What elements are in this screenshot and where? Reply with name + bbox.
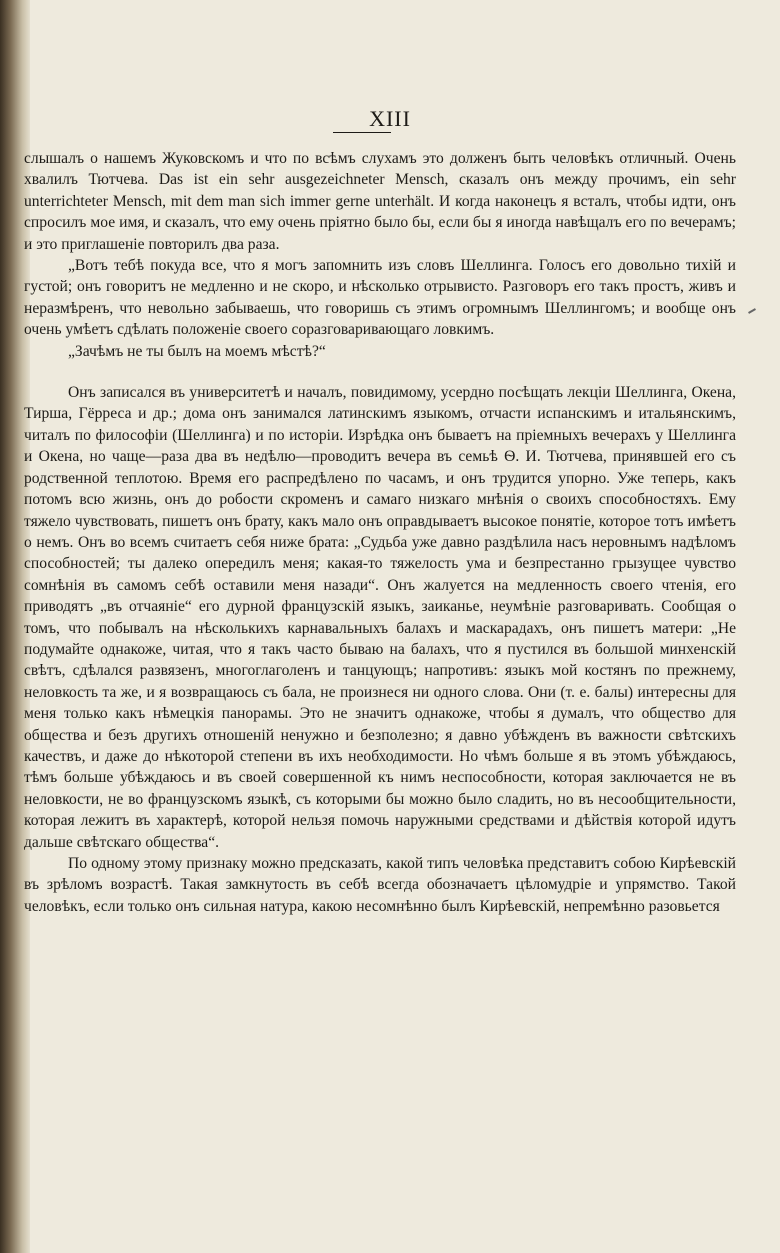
paragraph-1: слышалъ о нашемъ Жуковскомъ и что по всѣмъ слухамъ это долженъ быть человѣкъ отличный. Очень хвалилъ Тютчева. Das ist ein sehr ausgezeichneter Mensch, сказалъ онъ между прочимъ, ein sehr unterrichteter Mensch, mit dem man sich immer gerne unterhält. И когда наконецъ я всталъ, чтобы идти, онъ спросилъ мое имя, и сказалъ, что ему очень пріятно было бы, если бы я иногда навѣщалъ его по вечерамъ; и это приглашеніе повторилъ два раза. xyxy=(24,150,736,253)
paragraph-4: Онъ записался въ университетѣ и началъ, повидимому, усердно посѣщать лекціи Шеллинга, Окена, Тирша, Гёрреса и др.; дома онъ занимался латинскимъ языкомъ, отчасти испанскимъ и итальянскимъ, читалъ по философіи (Шеллинга) и по исторіи. Изрѣдка онъ бываетъ на пріемныхъ вечерахъ у Шеллинга и Окена, но чаще—раза два въ недѣлю—проводитъ вечера въ семьѣ Ѳ. И. Тютчева, принявшей его съ родственной теплотою. Время его распредѣлено по часамъ, и онъ трудится упорно. Уже теперь, какъ потомъ всю жизнь, онъ до робости скроменъ и самаго низкаго мнѣнія о своихъ способностяхъ. Ему тяжело чувствовать, пишетъ онъ брату, какъ мало онъ оправдываетъ высокое понятіе, которое тотъ имѣетъ о немъ. Онъ во всемъ считаетъ себя ниже брата: „Судьба уже давно раздѣлила насъ неровнымъ надѣломъ способностей; ты далеко опередилъ меня; какая-то тяжелость ума и безпрестанно грызущее чувство сомнѣнія въ самомъ себѣ оставили меня назади“. Онъ жалуется на медленность своего чтенія, его приводятъ „въ отчаяніе“ его дурной французскій языкъ, заиканье, неумѣніе разговаривать. Сообщая о томъ, что побывалъ на нѣсколькихъ карнавальныхъ балахъ и маскарадахъ, онъ пишетъ матери: „Не подумайте однакоже, читая, что я такъ часто бываю на балахъ, что я пустился въ большой минхенскій свѣтъ, сдѣлался развязенъ, многоглаголенъ и танцующъ; напротивъ: языкъ мой костянъ по прежнему, неловкость та же, и я возвращаюсь съ бала, не произнеся ни одного слова. Они (т. е. балы) интересны для меня только какъ нѣмецкія панорамы. Это не значитъ однакоже, чтобы я думалъ, что общество для общества и безъ другихъ отношеній ненужно и безполезно; я давно убѣжденъ въ важности свѣтскихъ качествъ, и даже до нѣкоторой степени въ ихъ необходимости. Но чѣмъ больше я въ этомъ убѣждаюсь, тѣмъ больше убѣждаюсь и въ своей совершенной къ нимъ неспособности, которая заключается не въ неловкости, не во французскомъ языкѣ, съ которыми бы можно было сладить, но въ несообщительности, которая лежитъ въ характерѣ, которой нельзя помочь наружными средствами и дѣйствія которой идутъ дальше свѣтскаго общества“. xyxy=(24,384,736,851)
paragraph-5: По одному этому признаку можно предсказать, какой типъ человѣка представитъ собою Кирѣевскій въ зрѣломъ возрастѣ. Такая замкнутость въ себѣ всегда обозначаетъ цѣломудріе и упрямство. Такой человѣкъ, если только онъ сильная натура, какою несомнѣнно былъ Кирѣевскій, непремѣнно разовьется xyxy=(24,855,736,915)
margin-mark xyxy=(748,308,756,314)
page-body xyxy=(24,148,736,917)
page-number: XIII xyxy=(369,106,411,131)
paragraph-3: „Зачѣмъ не ты былъ на моемъ мѣстѣ?“ xyxy=(68,342,326,360)
paragraph-2: „Вотъ тебѣ покуда все, что я могъ запомнить изъ словъ Шеллинга. Голосъ его довольно тихій и густой; онъ говоритъ не медленно и не скоро, и нѣсколько отрывисто. Разговоръ его такъ простъ, живъ и неразмѣренъ, что невольно забываешь, что говоришь съ этимъ огромнымъ Шеллингомъ; и вообще онъ очень умѣетъ сдѣлать положеніе своего соразговаривающаго ловкимъ. xyxy=(24,257,736,339)
page-number-rule xyxy=(333,132,391,133)
